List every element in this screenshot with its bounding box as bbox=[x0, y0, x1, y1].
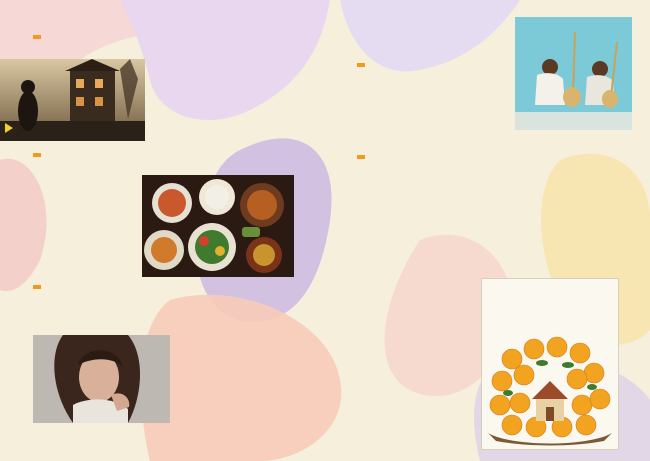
makala-title bbox=[33, 35, 41, 39]
margherita-credits bbox=[33, 173, 143, 182]
margherita-title bbox=[33, 153, 41, 157]
makala-poster-image bbox=[0, 59, 145, 141]
poster-subtitle bbox=[482, 283, 618, 286]
bilal-credits bbox=[33, 303, 193, 312]
makala-credits bbox=[151, 55, 293, 64]
event2-speakers bbox=[357, 274, 477, 297]
margherita-food-photo bbox=[142, 175, 294, 277]
event2-title bbox=[357, 155, 365, 159]
abitare-poster bbox=[481, 278, 619, 450]
bilal-title bbox=[33, 285, 41, 289]
event1-concert-photo bbox=[515, 17, 632, 130]
bilal-portrait-photo bbox=[33, 335, 170, 423]
oranges-illustration bbox=[482, 329, 618, 447]
event1-title bbox=[357, 63, 365, 67]
